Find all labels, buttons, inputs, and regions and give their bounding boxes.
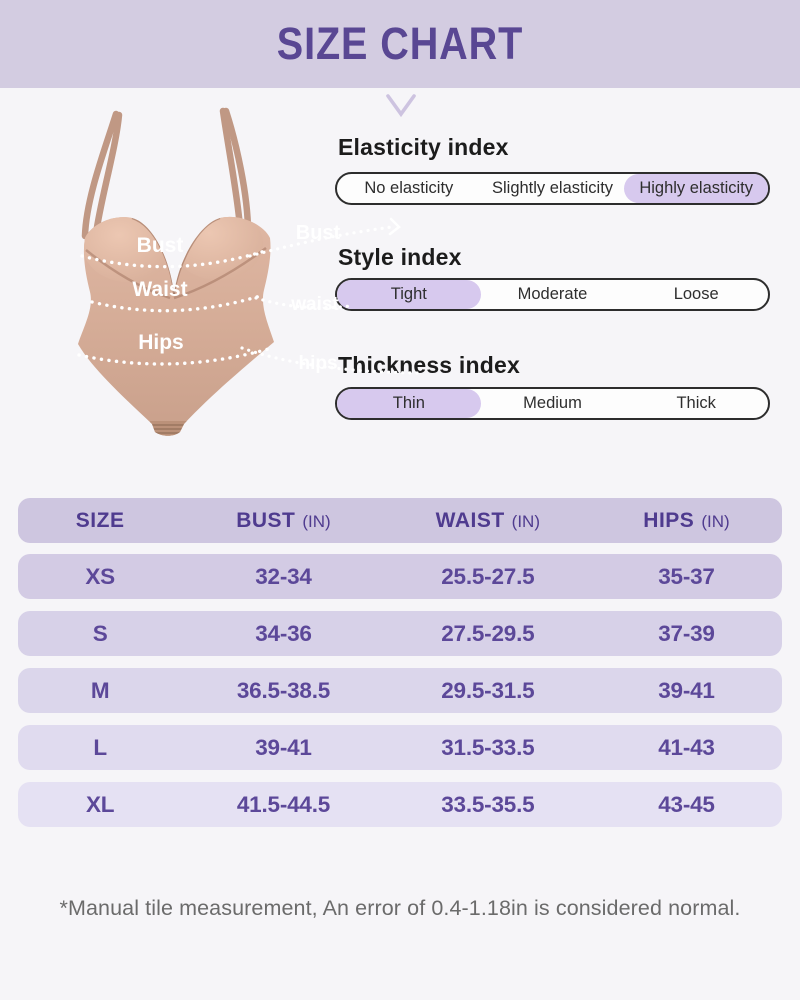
header-band <box>0 0 800 88</box>
table-row-m <box>18 668 782 713</box>
bust-value: 36.5-38.5 <box>236 677 331 703</box>
waist-label: Waist <box>132 278 188 301</box>
bust-value: 41.5-44.5 <box>236 791 331 817</box>
bust-value: 39-41 <box>255 734 312 760</box>
bust-label: Bust <box>136 234 184 257</box>
option-medium: Medium <box>523 394 582 412</box>
bust-value: 34-36 <box>255 620 312 646</box>
column-header-bust: BUST (IN) <box>236 508 331 532</box>
waist-value: 25.5-27.5 <box>441 563 535 589</box>
bodysuit-product-image <box>52 106 304 446</box>
style-index-scale <box>335 278 770 311</box>
bust-value: 32-34 <box>255 563 312 589</box>
table-row-xs <box>18 554 782 599</box>
size-value: XS <box>85 563 115 589</box>
size-value: M <box>90 677 110 703</box>
column-header-hips: HIPS (IN) <box>643 508 730 532</box>
elasticity-index-scale <box>335 172 770 205</box>
strap-lines <box>85 111 248 236</box>
table-row-s <box>18 611 782 656</box>
option-no-elasticity: No elasticity <box>364 179 454 197</box>
thickness-index-scale <box>335 387 770 420</box>
measurement-disclaimer: *Manual tile measurement, An error of 0.4-1.18in is considered normal. <box>59 896 741 920</box>
column-header-size: SIZE <box>75 508 125 532</box>
arrow-right-icon <box>390 219 399 234</box>
bust-callout-label: Bust <box>295 222 341 244</box>
option-slightly-elasticity: Slightly elasticity <box>491 179 614 197</box>
hips-value: 35-37 <box>658 563 715 589</box>
style-index-title: Style index <box>338 244 462 270</box>
waist-value: 29.5-31.5 <box>441 677 535 703</box>
table-row-l <box>18 725 782 770</box>
option-tight: Tight <box>337 280 481 309</box>
column-header-waist: WAIST (IN) <box>435 508 540 532</box>
size-value: S <box>92 620 108 646</box>
hips-label: Hips <box>138 331 184 354</box>
option-thick: Thick <box>676 394 716 412</box>
chevron-down-icon <box>384 92 418 120</box>
waist-callout-label: waist <box>291 294 339 315</box>
thickness-index-title: Thickness index <box>338 352 520 378</box>
hips-value: 41-43 <box>658 734 715 760</box>
option-thin: Thin <box>337 389 481 418</box>
elasticity-index-title: Elasticity index <box>338 134 509 160</box>
hips-value: 37-39 <box>658 620 715 646</box>
hips-value: 43-45 <box>658 791 715 817</box>
option-moderate: Moderate <box>517 285 588 303</box>
table-row-xl <box>18 782 782 827</box>
waist-value: 33.5-35.5 <box>441 791 535 817</box>
option-highly-elasticity: Highly elasticity <box>624 174 768 203</box>
size-table-header <box>18 498 782 543</box>
option-loose: Loose <box>673 285 719 303</box>
page-title: SIZE CHART <box>276 18 524 69</box>
waist-value: 27.5-29.5 <box>441 620 535 646</box>
size-value: L <box>93 734 107 760</box>
hips-value: 39-41 <box>658 677 715 703</box>
waist-value: 31.5-33.5 <box>441 734 535 760</box>
hips-callout-label: hips <box>298 353 338 374</box>
size-value: XL <box>85 791 115 817</box>
